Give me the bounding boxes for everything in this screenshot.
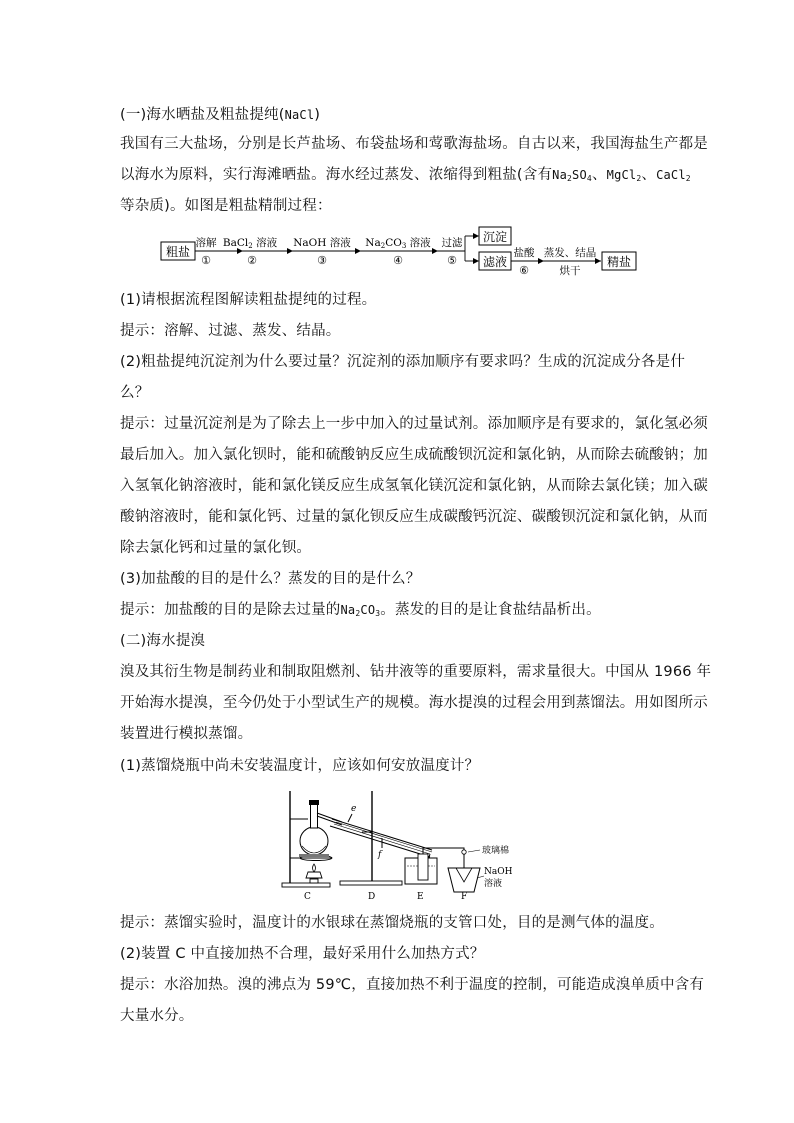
flow-step2-label: BaCl2 溶液: [222, 237, 278, 250]
glass-wool-plug: [462, 850, 466, 854]
section1-answer2-line2: 最后加入。加入氯化钡时，能和硫酸钠反应生成硫酸钡沉淀和氯化钠，从而除去硫酸钠；加: [120, 447, 708, 463]
flow-filtrate-label: 滤液: [482, 255, 508, 269]
section2-answer2-line2: 大量水分。: [120, 1008, 194, 1024]
flow-step3-label: NaOH 溶液: [293, 237, 351, 249]
impurity-na2so4: $Na_2SO_4$: [552, 168, 592, 183]
section1-question3: (3)加盐酸的目的是什么？蒸发的目的是什么？: [120, 571, 421, 587]
section1-answer2-line4: 酸钠溶液时，能和氯化钙、过量的氯化钡反应生成碳酸钙沉淀、碳酸钡沉淀和氯化钠，从而: [120, 509, 708, 525]
salt-purification-flowchart: [155, 224, 645, 280]
flame: [313, 864, 316, 872]
section2-question1: (1)蒸馏烧瓶中尚未安装温度计，应该如何安放温度计？: [120, 758, 480, 774]
flow-arrow-head: [473, 258, 479, 264]
section1-title-end: ): [314, 107, 321, 123]
section2-intro-line2: 开始海水提溴，至今仍处于小型试生产的规模。海水提溴的过程会用到蒸馏法。用如图所示: [120, 695, 708, 711]
label-f-apparatus: F: [461, 892, 468, 902]
condenser-inner: [336, 822, 432, 852]
test-tube: [418, 854, 428, 880]
flow-step5-label: 过滤: [441, 237, 463, 249]
section1-question2-line2: 么？: [120, 385, 150, 401]
label-e-apparatus: E: [417, 892, 424, 902]
condenser-inlet-e: [348, 814, 352, 822]
stand-c-base: [282, 883, 330, 887]
stand-d-base: [340, 881, 402, 885]
flow-step3-number: ③: [317, 254, 327, 267]
glass-wool-pointer: [468, 850, 480, 852]
flow-step7-sublabel: 烘干: [559, 265, 581, 277]
section1-answer2-line5: 除去氯化钙和过量的氯化钡。: [120, 540, 312, 556]
flask-neck: [311, 804, 318, 828]
section1-answer2-line1: 提示：过量沉淀剂是为了除去上一步中加入的过量试剂。添加顺序是有要求的，氯化氢必须: [120, 416, 708, 432]
section1-answer1: 提示：溶解、过滤、蒸发、结晶。: [120, 323, 341, 339]
section2-intro-line1: 溴及其衍生物是制药业和制取阻燃剂、钻井液等的重要原料，需求量很大。中国从 1966 年: [120, 664, 712, 680]
wire-gauze: [299, 854, 329, 857]
impurity-separator: 、: [591, 167, 607, 183]
section1-answer3-text-end: 。蒸发的目的是让食盐结晶析出。: [380, 602, 601, 618]
section2-title: (二)海水提溴: [120, 633, 206, 649]
distilling-flask: [300, 827, 328, 855]
flow-precipitate-label: 沉淀: [482, 230, 508, 244]
beaker-f: [448, 868, 480, 892]
label-solution: 溶液: [484, 879, 503, 889]
section1-answer3: [120, 601, 680, 619]
section2-answer2-line1: 提示：水浴加热。溴的沸点为 59℃，直接加热不利于温度的控制，可能造成溴单质中含有: [120, 977, 705, 993]
flow-step6-number: ⑥: [519, 264, 529, 277]
flask-stopper: [309, 800, 319, 805]
flow-arrow-head: [473, 233, 479, 239]
section2-intro-line3: 装置进行模拟蒸馏。: [120, 726, 253, 742]
flow-step1-number: ①: [201, 254, 211, 267]
section1-question1: (1)请根据流程图解读粗盐提纯的过程。: [120, 292, 377, 308]
flow-step1-label: 溶解: [195, 237, 217, 249]
label-d: D: [368, 892, 376, 902]
flow-step6-label: 盐酸: [513, 247, 535, 259]
flow-crude-salt-label: 粗盐: [165, 245, 191, 259]
label-glass-wool: 玻璃棉: [482, 846, 510, 856]
label-e: e: [351, 804, 357, 814]
flow-step4-number: ④: [393, 254, 403, 267]
section1-title-formula: NaCl: [284, 108, 315, 122]
flow-step2-number: ②: [247, 254, 257, 267]
formula-na2co3: $Na_2CO_3$: [340, 603, 381, 618]
section1-answer2-line3: 入氢氧化钠溶液时，能和氯化镁反应生成氢氧化镁沉淀和氯化钠，从而除去氯化镁；加入碳: [120, 478, 708, 494]
label-naoh: NaOH: [484, 867, 513, 877]
flow-arrow-head: [432, 248, 438, 254]
section1-title: [120, 106, 680, 124]
impurity-cacl2: CaCl$_2$: [656, 168, 691, 183]
flow-arrow-head: [355, 248, 361, 254]
section1-intro-line1: 我国有三大盐场，分别是长芦盐场、布袋盐场和莺歌海盐场。自古以来，我国海盐生产都是: [120, 136, 708, 152]
section2-question2: (2)装置 C 中直接加热不合理，最好采用什么加热方式？: [120, 946, 485, 962]
flow-step5-number: ⑤: [447, 254, 457, 267]
impurity-separator: 、: [641, 167, 657, 183]
section2-answer1: 提示：蒸馏实验时，温度计的水银球在蒸馏烧瓶的支管口处，目的是测气体的温度。: [120, 915, 664, 931]
alcohol-lamp-body: [310, 879, 318, 883]
section1-intro-line2-text: 以海水为原料，实行海滩晒盐。海水经过蒸发、浓缩得到粗盐(含有: [120, 167, 553, 183]
label-f: f: [378, 850, 382, 860]
distillation-apparatus-diagram: [272, 786, 522, 904]
flow-refined-salt-label: 精盐: [606, 255, 632, 269]
label-c: C: [304, 892, 311, 902]
section1-title-text: (一)海水晒盐及粗盐提纯(: [120, 107, 285, 123]
impurity-mgcl2: MgCl$_2$: [606, 168, 642, 183]
section1-intro-line2: [120, 166, 691, 184]
section1-intro-line3: 等杂质)。如图是粗盐精制过程：: [120, 198, 332, 214]
flow-step7-label: 蒸发、结晶: [543, 247, 597, 259]
flow-arrow-head: [287, 248, 293, 254]
section1-question2-line1: (2)粗盐提纯沉淀剂为什么要过量？沉淀剂的添加顺序有要求吗？生成的沉淀成分各是什: [120, 354, 686, 370]
section1-answer3-text: 提示：加盐酸的目的是除去过量的: [120, 602, 341, 618]
flow-step4-label: Na2CO3 溶液: [365, 237, 431, 250]
alcohol-lamp: [306, 872, 322, 878]
